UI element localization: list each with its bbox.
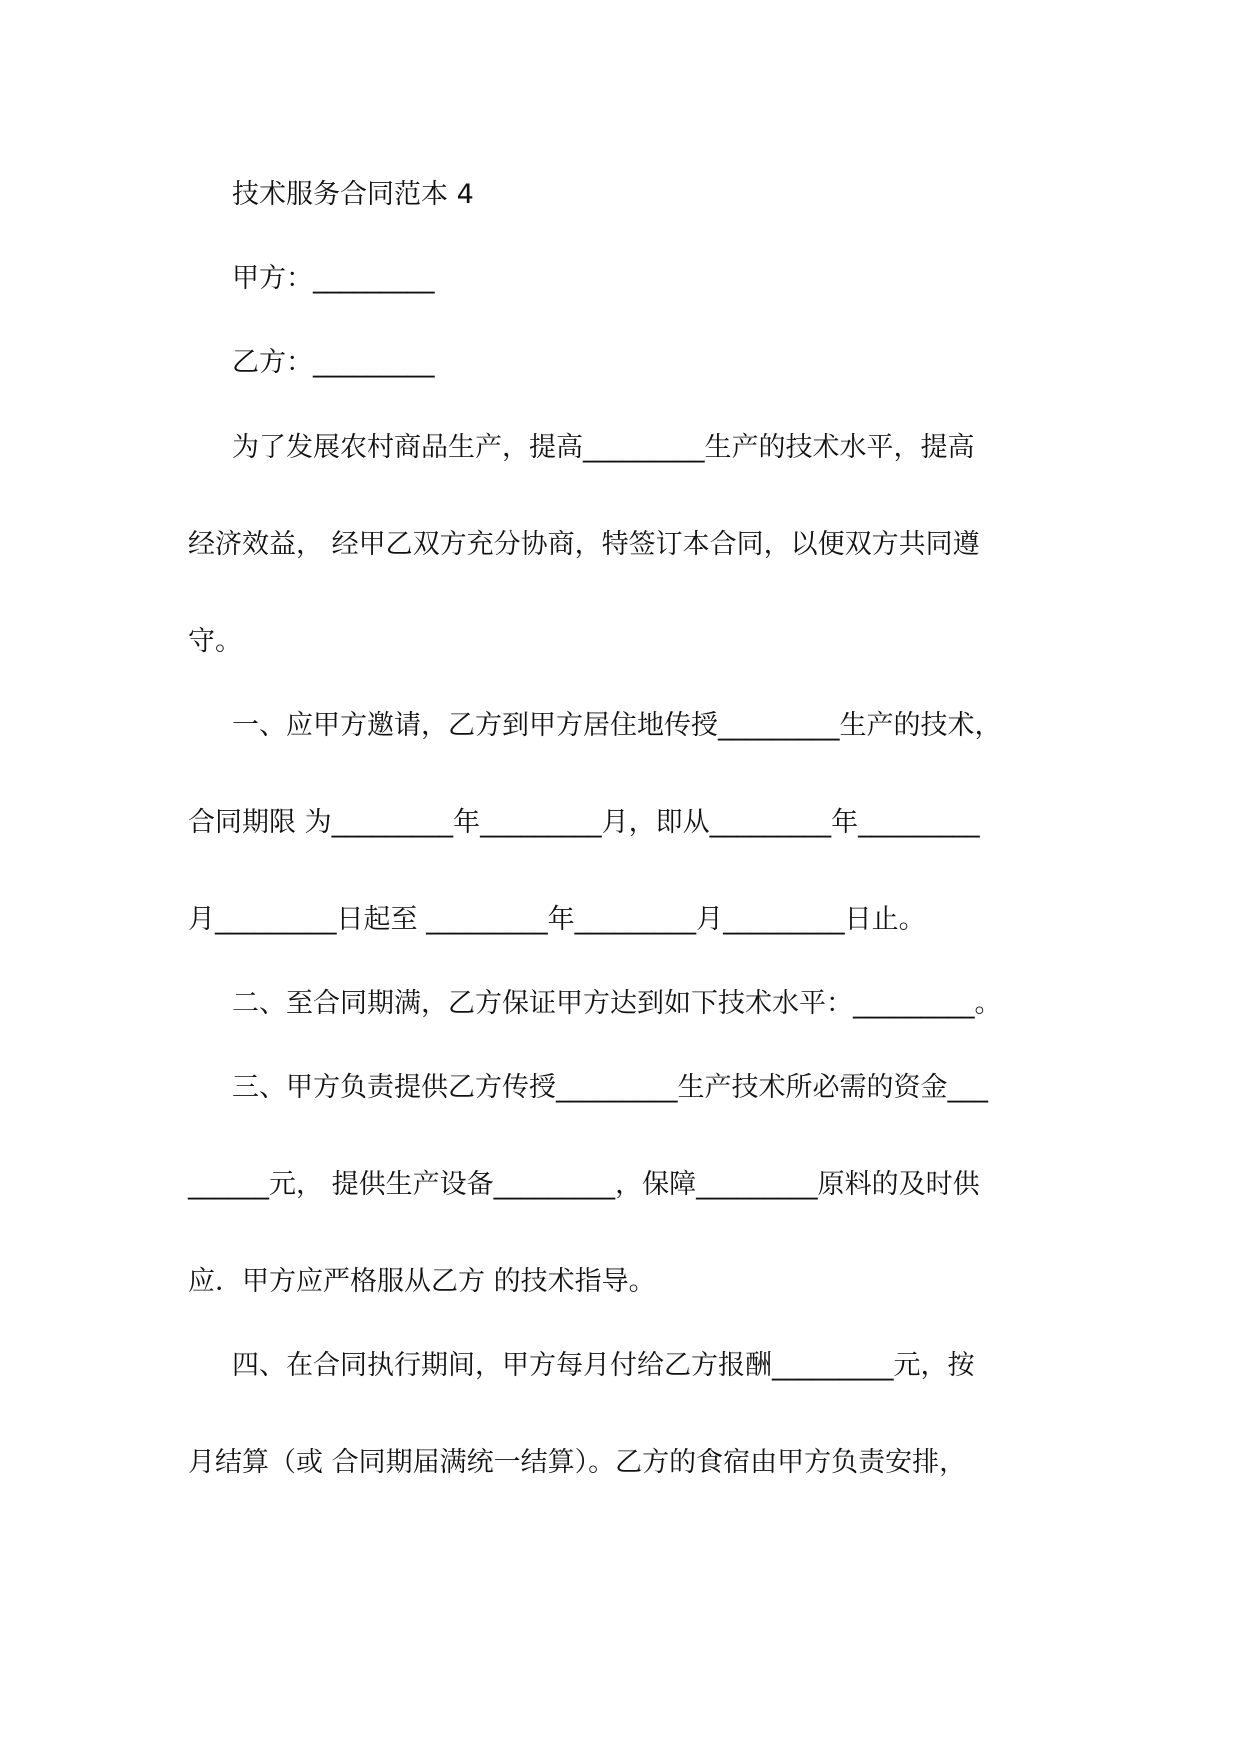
paragraph-line: 应．甲方应严格服从乙方 的技术指导。 (188, 1266, 656, 1297)
paragraph-line: 月结算（或 合同期届满统一结算）。乙方的食宿由甲方负责安排， (188, 1447, 967, 1478)
paragraph-line: 一、应甲方邀请，乙方到甲方居住地传授_________生产的技术， (232, 710, 1002, 741)
paragraph-line: 三、甲方负责提供乙方传授_________生产技术所必需的资金___ (232, 1072, 988, 1103)
paragraph-line: 月_________日起至 _________年_________月_________日止。 (188, 904, 926, 935)
paragraph-line: 合同期限 为_________年_________月，即从_________年_________ (188, 807, 980, 838)
paragraph-line: 守。 (188, 626, 242, 657)
document-title: 技术服务合同范本 4 (232, 179, 474, 210)
paragraph-line: ______元， 提供生产设备_________，保障_________原料的及时供 (188, 1169, 980, 1200)
party-a-line: 甲方：_________ (232, 263, 435, 294)
paragraph-line: 经济效益， 经甲乙双方充分协商，特签订本合同，以便双方共同遵 (188, 529, 980, 560)
paragraph-line: 为了发展农村商品生产，提高_________生产的技术水平，提高 (232, 432, 975, 463)
party-b-line: 乙方：_________ (232, 347, 435, 378)
paragraph-line: 四、在合同执行期间，甲方每月付给乙方报酬_________元，按 (232, 1350, 975, 1381)
paragraph-line: 二、至合同期满，乙方保证甲方达到如下技术水平：_________。 (232, 988, 1002, 1019)
